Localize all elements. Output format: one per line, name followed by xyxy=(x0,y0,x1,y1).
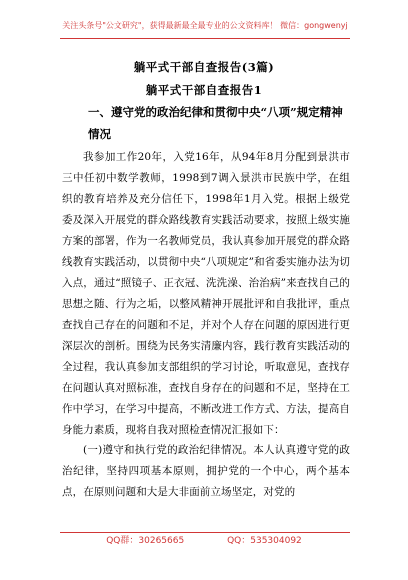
footer-qq-group: QQ群：30265665 xyxy=(106,536,185,546)
footer-qq: QQ：535304092 xyxy=(227,536,302,546)
body-paragraph: 我参加工作20年，入党16年，从94年8月分配到景洪市三中任初中数学教师，1998到7调入景洪市民族中学，在组织的教育培养及充分信任下，1998年1月入党。根据上级党委及深入开展党的群众路线教育实践活动要求，按照上级实施方案的部署，作为一名教师党员，我认真参加开展党的群众路线教育实践活动，以贯彻中央“八项规定”和省委实施办法为切入点，通过“照镜子、正衣冠、洗洗澡、治治病”来查找自己的思想之随、行为之垢，以整风精神开展批评和自我批评，重点查找自己存在的问题和不足，并对个人存在问题的原因进行更深层次的剖析。围绕为民务实清廉内容，践行教育实践活动的全过程，我认真参加支部组织的学习讨论，听取意见，查找存在问题认真对照标准，查找自身存在的问题和不足，坚持在工作中学习，在学习中提高，不断改进工作方式、方法，提高自身能力素质，现将自我对照检查情况汇报如下： xyxy=(62,151,350,436)
footer-banner xyxy=(0,534,408,548)
section-heading: 一、遵守党的政治纪律和贯彻中央“八项”规定精神情况 xyxy=(88,105,343,141)
document-subtitle: 躺平式干部自查报告1 xyxy=(145,83,263,97)
document-title: 躺平式干部自查报告(3篇) xyxy=(133,60,275,74)
footer-divider xyxy=(60,532,350,533)
header-banner: 关注头条号"公文研究"，获得最新最全最专业的公文资料库！ 微信：gongwenyj xyxy=(62,21,348,30)
body-paragraph: (一)遵守和执行党的政治纪律情况。本人认真遵守党的政治纪律，坚持四项基本原则，拥护党的一个中心，两个基本点，在原则问题和大是大非面前立场坚定，对党的 xyxy=(62,444,350,498)
header-divider xyxy=(60,38,350,39)
